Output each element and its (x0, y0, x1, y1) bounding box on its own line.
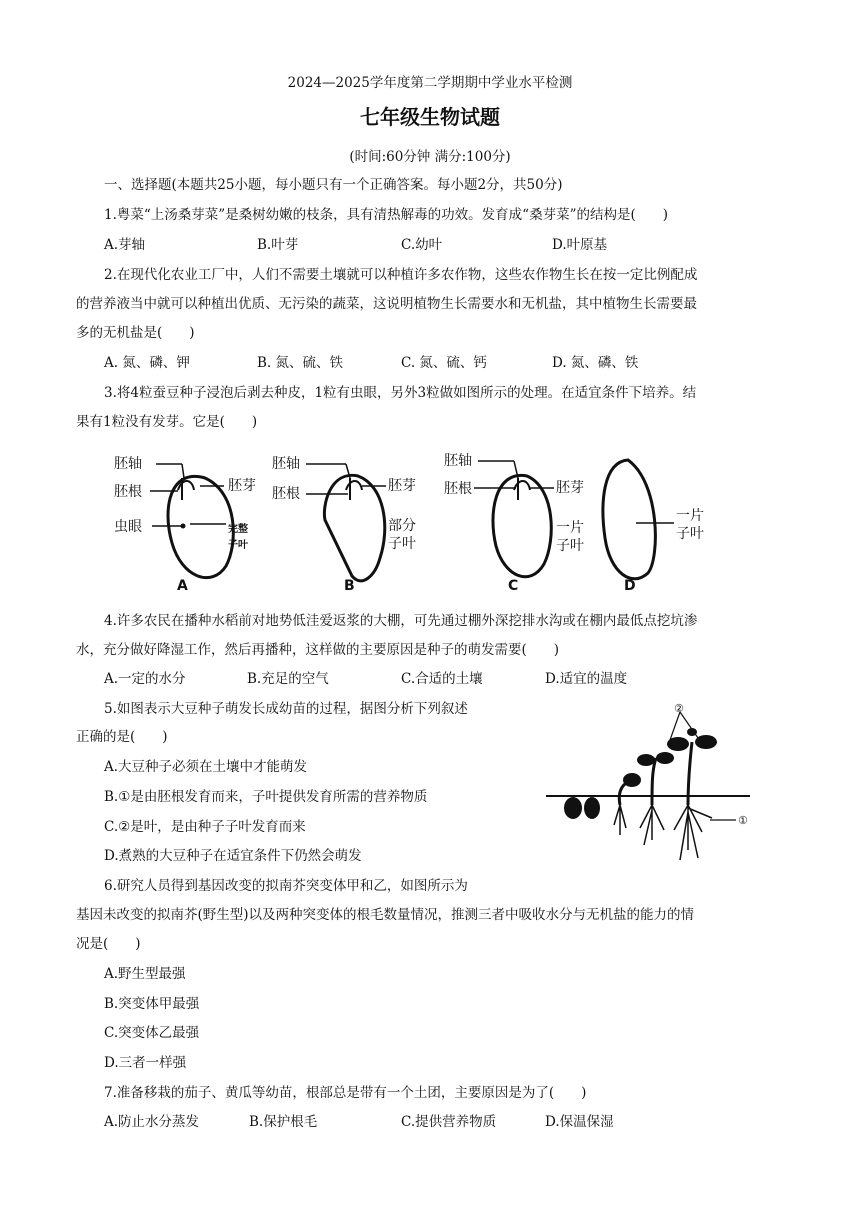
seed-c-label-embryo-axis: 胚轴 (444, 453, 472, 469)
seed-d-label-one: 一片 (676, 508, 704, 524)
seed-c-letter: C (508, 578, 519, 594)
exam-subtitle: 2024—2025学年度第二学期期中学业水平检测 (287, 75, 573, 91)
q2-option-b: B. 氮、硫、铁 (257, 355, 344, 371)
q3-seed-svg (100, 448, 720, 598)
seed-b-label-embryo-axis: 胚轴 (272, 456, 300, 472)
seed-c-label-cotyledon: 子叶 (556, 538, 584, 554)
seed-a-letter: A (177, 578, 188, 594)
seed-d-outline (603, 460, 655, 579)
seed-c-label-radicle: 胚根 (444, 481, 472, 497)
q5-figure-label-2: ② (674, 702, 684, 715)
q2-stem-line2: 的营养液当中就可以种植出优质、无污染的蔬菜，这说明植物生长需要水和无机盐，其中植物生长需要最 (76, 296, 697, 312)
seed-c-label-one: 一片 (556, 520, 584, 536)
seed-a-label-embryo-axis: 胚轴 (114, 456, 142, 472)
seed-a-label-complete: 完整 (228, 524, 248, 535)
seed-b-label-part: 部分 (388, 518, 416, 534)
q1-option-d: D.叶原基 (552, 237, 608, 253)
q3-stem-line1: 3.将4粒蚕豆种子浸泡后剥去种皮，1粒有虫眼，另外3粒做如图所示的处理。在适宜条件下培养。结 (104, 385, 697, 401)
section-heading: 一、选择题(本题共25小题，每小题只有一个正确答案。每小题2分，共50分) (104, 177, 563, 193)
q1-option-b: B.叶芽 (257, 237, 299, 253)
q6-stem-line1: 6.研究人员得到基因改变的拟南芥突变体甲和乙，如图所示为 (104, 878, 468, 894)
q7-option-b: B.保护根毛 (249, 1114, 318, 1130)
q1-stem: 1.粤菜“上汤桑芽菜”是桑树幼嫩的枝条，具有清热解毒的功效。发育成“桑芽菜”的结构是( ) (104, 207, 669, 223)
exam-time-info: (时间:60分钟 满分:100分) (349, 149, 511, 165)
q5-option-c: C.②是叶，是由种子子叶发育而来 (104, 819, 306, 835)
q6-option-c: C.突变体乙最强 (104, 1025, 200, 1041)
seed-d-letter: D (624, 578, 636, 594)
q5-stem-line1: 5.如图表示大豆种子萌发长成幼苗的过程，据图分析下列叙述 (104, 701, 468, 717)
q6-option-a: A.野生型最强 (104, 966, 186, 982)
q5-soybean-svg (540, 700, 760, 880)
q5-stem-line2: 正确的是( ) (76, 729, 168, 745)
seed-a-label-radicle: 胚根 (114, 484, 142, 500)
q6-stem-line3: 况是( ) (76, 936, 141, 952)
q3-seed-figure (100, 448, 720, 598)
q4-option-b: B.充足的空气 (247, 671, 329, 687)
q2-option-c: C. 氮、硫、钙 (401, 355, 487, 371)
q7-option-a: A.防止水分蒸发 (104, 1114, 200, 1130)
q1-option-a: A.芽轴 (104, 237, 146, 253)
exam-title: 七年级生物试题 (360, 105, 500, 129)
seed-c-outline (493, 475, 551, 576)
q7-option-d: D.保温保湿 (545, 1114, 614, 1130)
q2-option-a: A. 氮、磷、钾 (104, 355, 190, 371)
q2-option-d: D. 氮、磷、铁 (552, 355, 639, 371)
q4-stem-line1: 4.许多农民在播种水稻前对地势低洼爱返浆的大棚，可先通过棚外深挖排水沟或在棚内最低点挖坑渗 (104, 613, 698, 629)
q5-option-b: B.①是由胚根发育而来，子叶提供发育所需的营养物质 (104, 789, 428, 805)
q4-option-d: D.适宜的温度 (545, 671, 628, 687)
q2-stem-line1: 2.在现代化农业工厂中，人们不需要土壤就可以种植许多农作物，这些农作物生长在按一定比例配成 (104, 267, 698, 283)
seed-b-outline (324, 475, 384, 580)
q4-option-a: A.一定的水分 (104, 671, 186, 687)
seed-a-label-plumule: 胚芽 (228, 478, 256, 494)
q1-option-c: C.幼叶 (401, 237, 443, 253)
seed-b-label-radicle: 胚根 (272, 486, 300, 502)
q5-option-a: A.大豆种子必须在土壤中才能萌发 (104, 759, 308, 775)
q7-stem: 7.准备移栽的茄子、黄瓜等幼苗，根部总是带有一个土团，主要原因是为了( ) (104, 1085, 587, 1101)
seed-b-letter: B (344, 578, 355, 594)
q7-option-c: C.提供营养物质 (401, 1114, 497, 1130)
q6-option-b: B.突变体甲最强 (104, 996, 200, 1012)
q2-stem-line3: 多的无机盐是( ) (76, 325, 195, 341)
seed-a-label-cotyledon: 子叶 (228, 540, 248, 551)
q4-stem-line2: 水，充分做好降湿工作，然后再播种，这样做的主要原因是种子的萌发需要( ) (76, 642, 560, 658)
seed-b-label-cotyledon: 子叶 (388, 536, 416, 552)
q3-stem-line2: 果有1粒没有发芽。它是( ) (76, 414, 258, 430)
seed-a-label-wormhole: 虫眼 (114, 519, 142, 535)
seed-c-label-plumule: 胚芽 (556, 480, 584, 496)
q6-option-d: D.三者一样强 (104, 1055, 187, 1071)
q6-stem-line2: 基因未改变的拟南芥(野生型)以及两种突变体的根毛数量情况，推测三者中吸收水分与无机盐的能力的情 (76, 907, 695, 923)
q4-option-c: C.合适的土壤 (401, 671, 483, 687)
seed-b-label-plumule: 胚芽 (388, 478, 416, 494)
q5-soybean-figure (540, 700, 760, 880)
q5-figure-label-1: ① (738, 814, 748, 827)
q5-option-d: D.煮熟的大豆种子在适宜条件下仍然会萌发 (104, 848, 362, 864)
seed-d-label-cotyledon: 子叶 (676, 526, 704, 542)
